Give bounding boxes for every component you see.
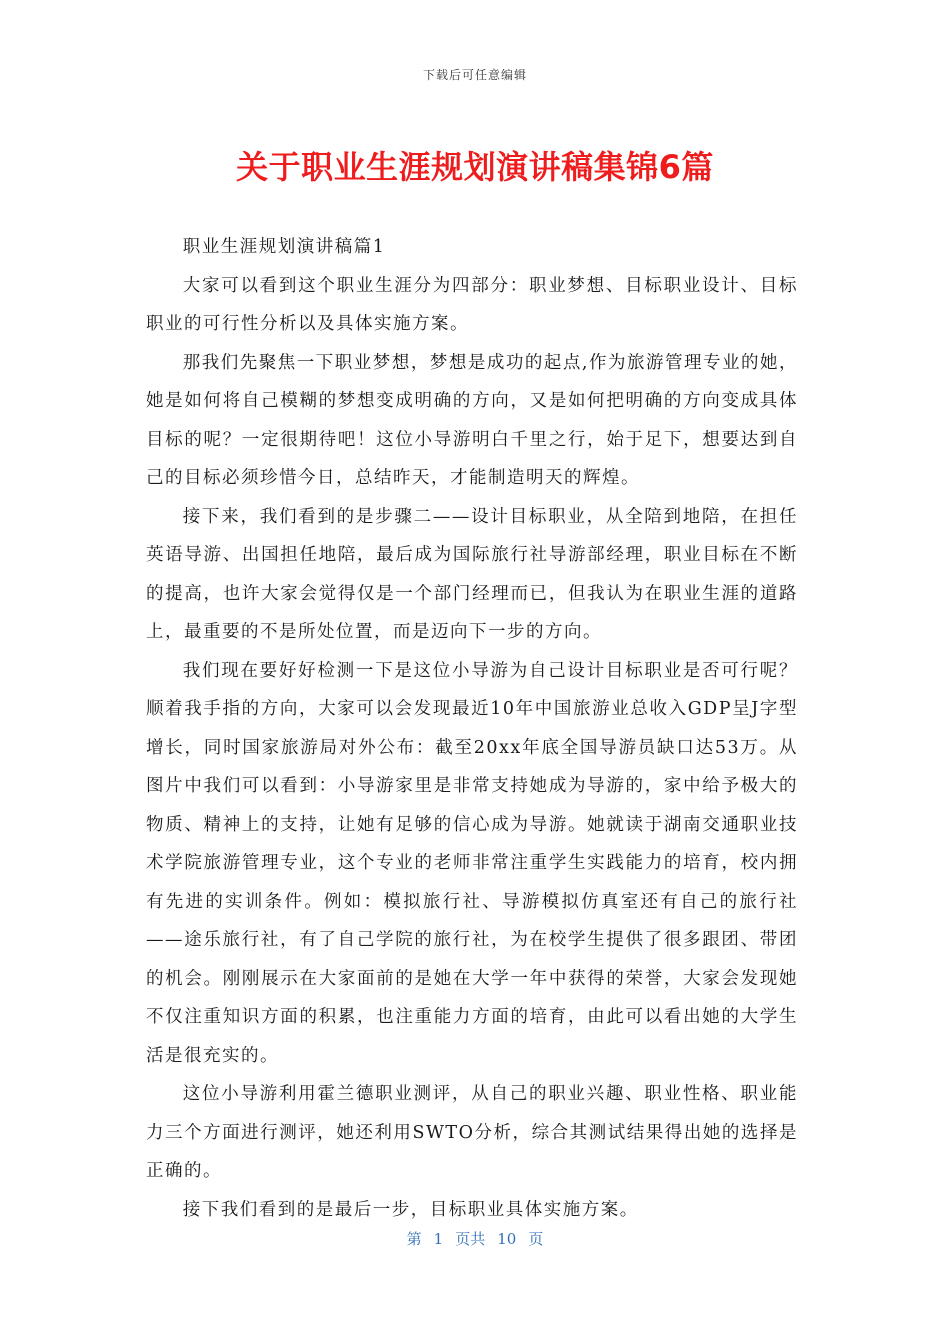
body-paragraph-1: 大家可以看到这个职业生涯分为四部分：职业梦想、目标职业设计、目标职业的可行性分析以及具体实施方案。 — [146, 275, 798, 334]
body-paragraph-6: 接下我们看到的是最后一步，目标职业具体实施方案。 — [182, 1199, 639, 1220]
page-footer — [0, 1228, 950, 1249]
footer-prefix: 第 — [406, 1230, 422, 1248]
document-body — [146, 228, 798, 1229]
footer-middle: 页共 — [455, 1230, 486, 1248]
section-heading: 职业生涯规划演讲稿篇1 — [182, 237, 386, 257]
body-paragraph-2: 那我们先聚焦一下职业梦想，梦想是成功的起点,作为旅游管理专业的她，她是如何将自己模糊的梦想变成明确的方向，又是如何把明确的方向变成具体目标的呢？一定很期待吧！这位小导游明白千里之行，始于足下，想要达到自己的目标必须珍惜今日，总结昨天，才能制造明天的辉煌。 — [146, 352, 798, 488]
footer-total-pages: 10 — [497, 1230, 517, 1248]
body-paragraph-4: 我们现在要好好检测一下是这位小导游为自己设计目标职业是否可行呢？顺着我手指的方向，大家可以会发现最近10年中国旅游业总收入GDP呈J字型增长，同时国家旅游局对外公布：截至20xx年底全国导游员缺口达53万。从图片中我们可以看到：小导游家里是非常支持她成为导游的，家中给予极大的物质、精神上的支持，让她有足够的信心成为导游。她就读于湖南交通职业技术学院旅游管理专业，这个专业的老师非常注重学生实践能力的培育，校内拥有先进的实训条件。例如：模拟旅行社、导游模拟仿真室还有自己的旅行社——途乐旅行社，有了自己学院的旅行社，为在校学生提供了很多跟团、带团的机会。刚刚展示在大家面前的是她在大学一年中获得的荣誉，大家会发现她不仅注重知识方面的积累，也注重能力方面的培育，由此可以看出她的大学生活是很充实的。 — [146, 660, 798, 1066]
page-header-note: 下载后可任意编辑 — [422, 68, 527, 82]
footer-page-number: 1 — [433, 1230, 444, 1248]
body-paragraph-3: 接下来，我们看到的是步骤二——设计目标职业，从全陪到地陪，在担任英语导游、出国担任地陪，最后成为国际旅行社导游部经理，职业目标在不断的提高，也许大家会觉得仅是一个部门经理而已，但我认为在职业生涯的道路上，最重要的不是所处位置，而是迈向下一步的方向。 — [146, 506, 798, 642]
body-paragraph-5: 这位小导游利用霍兰德职业测评，从自己的职业兴趣、职业性格、职业能力三个方面进行测评，她还利用SWTO分析，综合其测试结果得出她的选择是正确的。 — [146, 1084, 798, 1181]
footer-suffix: 页 — [528, 1230, 544, 1248]
document-title: 关于职业生涯规划演讲稿集锦6篇 — [236, 148, 714, 186]
